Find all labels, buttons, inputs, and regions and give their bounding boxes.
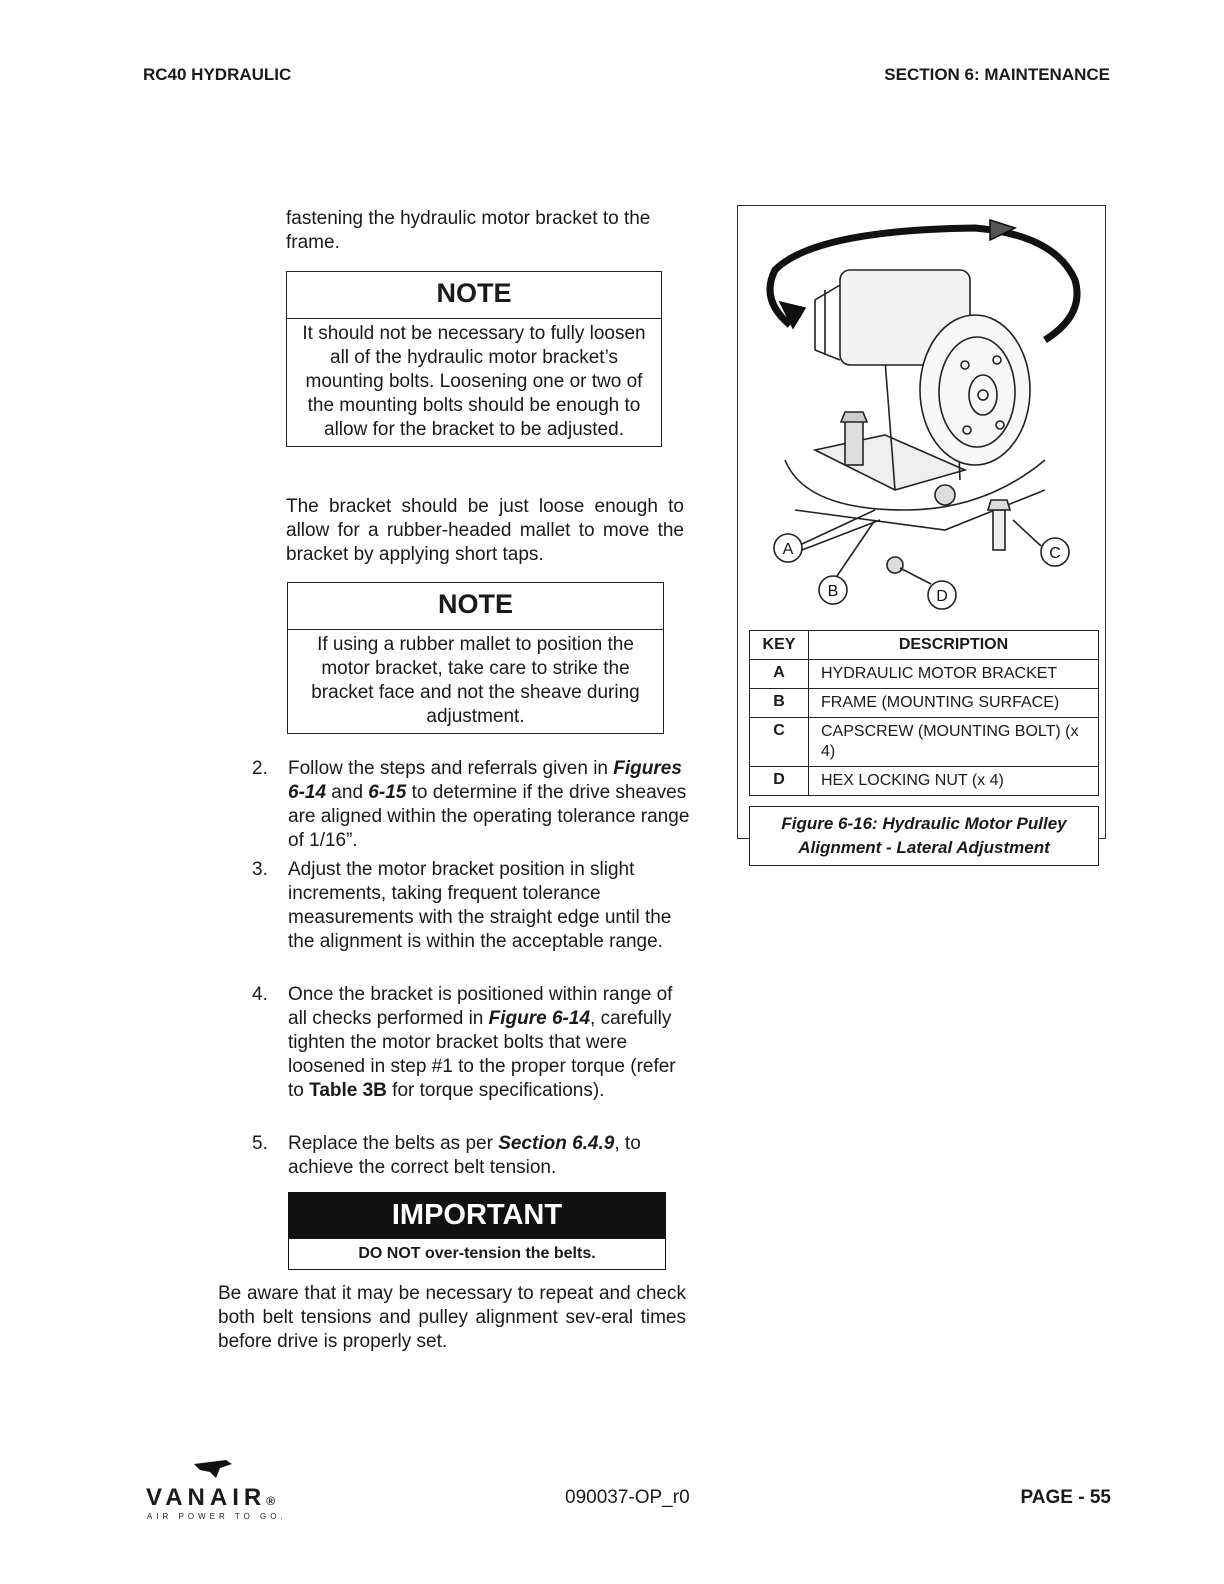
page-number: PAGE - 55 xyxy=(1020,1487,1111,1508)
table-header: DESCRIPTION xyxy=(809,631,1099,660)
step-number: 2. xyxy=(252,758,268,779)
body-paragraph: The bracket should be just loose enough to allow for a rubber-headed mallet to move the bracket by applying short taps. xyxy=(286,496,684,565)
callout-label: C xyxy=(1049,545,1061,562)
step-text: for torque specifications). xyxy=(386,1080,605,1101)
table-header: KEY xyxy=(750,631,809,660)
figure-reference: 6-15 xyxy=(368,782,407,803)
logo-tagline: AIR POWER TO GO. xyxy=(147,1512,287,1521)
table-cell-description: HEX LOCKING NUT (x 4) xyxy=(809,767,1099,796)
list-item xyxy=(252,858,682,978)
motor-pulley-illustration xyxy=(745,210,1095,620)
table-row xyxy=(750,767,1099,796)
table-row xyxy=(750,689,1099,718)
section-reference: Section 6.4.9 xyxy=(498,1133,615,1154)
intro-text: fastening the hydraulic motor bracket to the frame. xyxy=(286,208,651,253)
table-reference: Table 3B xyxy=(309,1080,387,1101)
step-text: and xyxy=(326,782,369,803)
vanair-logo-icon xyxy=(190,1458,238,1482)
step-number: 5. xyxy=(252,1133,268,1154)
table-row xyxy=(750,718,1099,767)
note-title: NOTE xyxy=(287,272,661,319)
registered-mark: ® xyxy=(266,1494,281,1508)
header-section: SECTION 6: MAINTENANCE xyxy=(884,65,1110,84)
note-text: If using a rubber mallet to position the motor bracket, take care to strike the bracket face and not the sheave during adjustment. xyxy=(311,634,640,727)
callout-label: B xyxy=(827,583,839,600)
table-row xyxy=(750,660,1099,689)
figure-caption: Figure 6-16: Hydraulic Motor Pulley Alignment - Lateral Adjustment xyxy=(749,806,1099,866)
note-box xyxy=(286,271,662,447)
step-text: Adjust the motor bracket position in slight increments, taking frequent tolerance measurements with the straight edge until the the alignment is within the acceptable range. xyxy=(288,859,672,952)
table-cell-key: A xyxy=(750,660,809,689)
list-item xyxy=(252,1132,682,1180)
important-title: IMPORTANT xyxy=(289,1193,665,1239)
table-cell-key: C xyxy=(750,718,809,767)
logo-wordmark xyxy=(146,1484,280,1512)
callout-label: D xyxy=(936,588,948,605)
important-box xyxy=(288,1192,666,1270)
important-text: DO NOT over-tension the belts. xyxy=(358,1245,596,1262)
note-box xyxy=(287,582,664,734)
logo-text: VANAIR xyxy=(146,1484,267,1511)
table-cell-description: FRAME (MOUNTING SURFACE) xyxy=(809,689,1099,718)
list-item xyxy=(252,757,692,853)
figure-reference: Figures 6-14 xyxy=(288,758,682,803)
list-item xyxy=(252,983,692,1127)
step-number: 3. xyxy=(252,859,268,880)
callout-label: A xyxy=(782,541,794,558)
document-id: 090037-OP_r0 xyxy=(565,1487,690,1508)
step-text: Follow the steps and referrals given in xyxy=(288,758,614,779)
note-text: It should not be necessary to fully loosen all of the hydraulic motor bracket’s mounting bolts. Loosening one or two of the mounting bolts should be enough to allow for the bracket to be adjusted. xyxy=(302,323,646,440)
note-title: NOTE xyxy=(288,583,663,630)
figure-reference: Figure 6-14 xyxy=(488,1008,591,1029)
step-text: to determine if the drive sheaves are aligned within the operating tolerance range of 1/16”. xyxy=(288,782,690,851)
closing-paragraph: Be aware that it may be necessary to repeat and check both belt tensions and pulley alignment sev-eral times before drive is properly set. xyxy=(218,1283,686,1352)
key-table xyxy=(749,630,1099,796)
table-cell-description: HYDRAULIC MOTOR BRACKET xyxy=(809,660,1099,689)
step-text: Replace the belts as per xyxy=(288,1133,499,1154)
table-cell-key: D xyxy=(750,767,809,796)
step-text: Once the bracket is positioned within range of all checks performed in xyxy=(288,984,673,1029)
table-cell-description: CAPSCREW (MOUNTING BOLT) (x 4) xyxy=(809,718,1099,767)
step-text: , carefully tighten the motor bracket bolts that were loosened in step #1 to the proper torque (refer to xyxy=(288,1008,676,1101)
table-cell-key: B xyxy=(750,689,809,718)
step-number: 4. xyxy=(252,984,268,1005)
step-text: , to achieve the correct belt tension. xyxy=(288,1133,641,1178)
header-title: RC40 HYDRAULIC xyxy=(143,65,292,84)
